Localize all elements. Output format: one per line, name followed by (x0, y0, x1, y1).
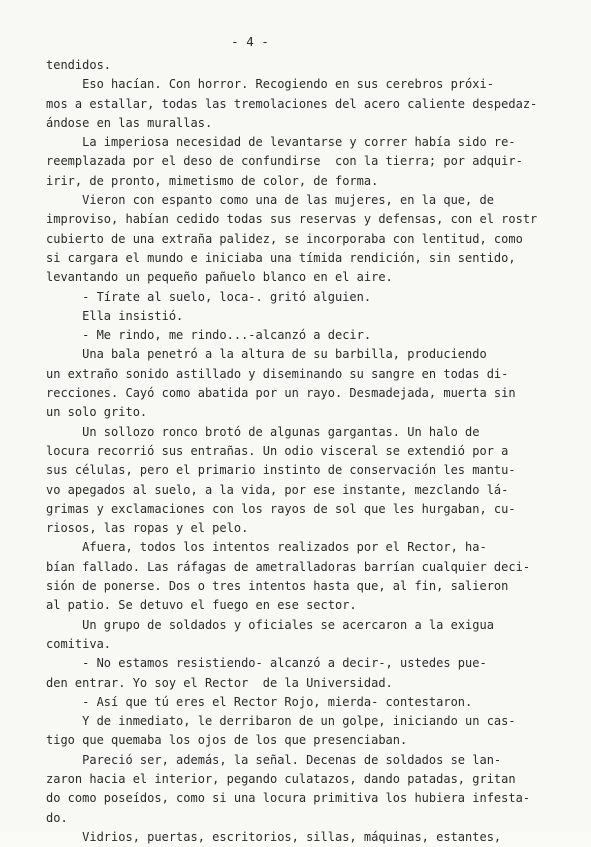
text-line: Ella insistió. (46, 308, 184, 323)
text-line: ándose en las murallas. (46, 115, 213, 130)
text-line: - Me rindo, me rindo...-alcanzó a decir. (46, 328, 372, 343)
text-line: - Así que tú eres el Rector Rojo, mierda- contestaron. (46, 694, 473, 709)
text-line: un solo grito. (46, 405, 148, 420)
text-line: - No estamos resistiendo- alcanzó a decir-, ustedes pue- (46, 656, 487, 671)
text-line: - Tírate al suelo, loca-. gritó alguien. (46, 289, 372, 304)
text-line: sus células, pero el primario instinto de conservación les mantu- (46, 463, 516, 478)
text-line: Un grupo de soldados y oficiales se acercaron a la exigua (46, 617, 494, 632)
text-line: Pareció ser, además, la señal. Decenas de soldados se lan- (46, 752, 502, 767)
text-line: den entrar. Yo soy el Rector de la Universidad. (46, 675, 393, 690)
text-line: reemplazada por el deso de confundirse con la tierra; por adquir- (46, 154, 523, 169)
text-line: grimas y exclamaciones con los rayos de sol que les hurgaban, cu- (46, 501, 516, 516)
text-line: cubierto de una extraña palidez, se incorporaba con lentitud, como (46, 231, 523, 246)
page-number: - 4 - (231, 34, 269, 49)
text-line: do como poseídos, como si una locura primitiva los hubiera infesta- (46, 791, 531, 806)
text-line: improviso, habían cedido todas sus reservas y defensas, con el rostr (46, 212, 538, 227)
body-text (46, 56, 552, 847)
text-line: Vieron con espanto como una de las mujeres, en la que, de (46, 193, 494, 208)
text-line: Vidrios, puertas, escritorios, sillas, máquinas, estantes, (46, 829, 502, 844)
text-line: al patio. Se detuvo el fuego en ese sector. (46, 598, 357, 613)
text-line: locura recorrió sus entrañas. Un odio visceral se extendió por a (46, 443, 509, 458)
text-line: levantando un pequeño pañuelo blanco en el aire. (46, 270, 393, 285)
text-line: riosos, las ropas y el pelo. (46, 521, 249, 536)
text-line: comitiva. (46, 636, 112, 651)
text-line: La imperiosa necesidad de levantarse y correr había sido re- (46, 135, 516, 150)
text-line: mos a estallar, todas las tremolaciones del acero caliente despedaz- (46, 96, 538, 111)
text-line: recciones. Cayó como abatida por un rayo. Desmadejada, muerta sin (46, 386, 516, 401)
text-line: si cargara el mundo e iniciaba una tímida rendición, sin sentido, (46, 250, 516, 265)
text-line: vo apegados al suelo, a la vida, por ese instante, mezclando lá- (46, 482, 509, 497)
text-line: Una bala penetró a la altura de su barbilla, produciendo (46, 347, 487, 362)
text-line: tigo que quemaba los ojos de los que presenciaban. (46, 733, 408, 748)
text-line: tendidos. (46, 58, 112, 72)
text-line: bían fallado. Las ráfagas de ametralladoras barrían cualquier deci- (46, 559, 531, 574)
text-line: Un sollozo ronco brotó de algunas gargantas. Un halo de (46, 424, 480, 439)
text-line: sión de ponerse. Dos o tres intentos hasta que, al fin, salieron (46, 579, 509, 594)
text-line: do. (46, 810, 68, 825)
text-line: Y de inmediato, le derribaron de un golpe, iniciando un cas- (46, 714, 516, 729)
text-line: zaron hacia el interior, pegando culatazos, dando patadas, gritan (46, 771, 516, 786)
text-line: Eso hacían. Con horror. Recogiendo en sus cerebros próxi- (46, 77, 494, 92)
text-line: Afuera, todos los intentos realizados por el Rector, ha- (46, 540, 487, 555)
text-line: irir, de pronto, mimetismo de color, de forma. (46, 173, 379, 188)
text-line: un extraño sonido astillado y diseminando su sangre en todas di- (46, 366, 509, 381)
